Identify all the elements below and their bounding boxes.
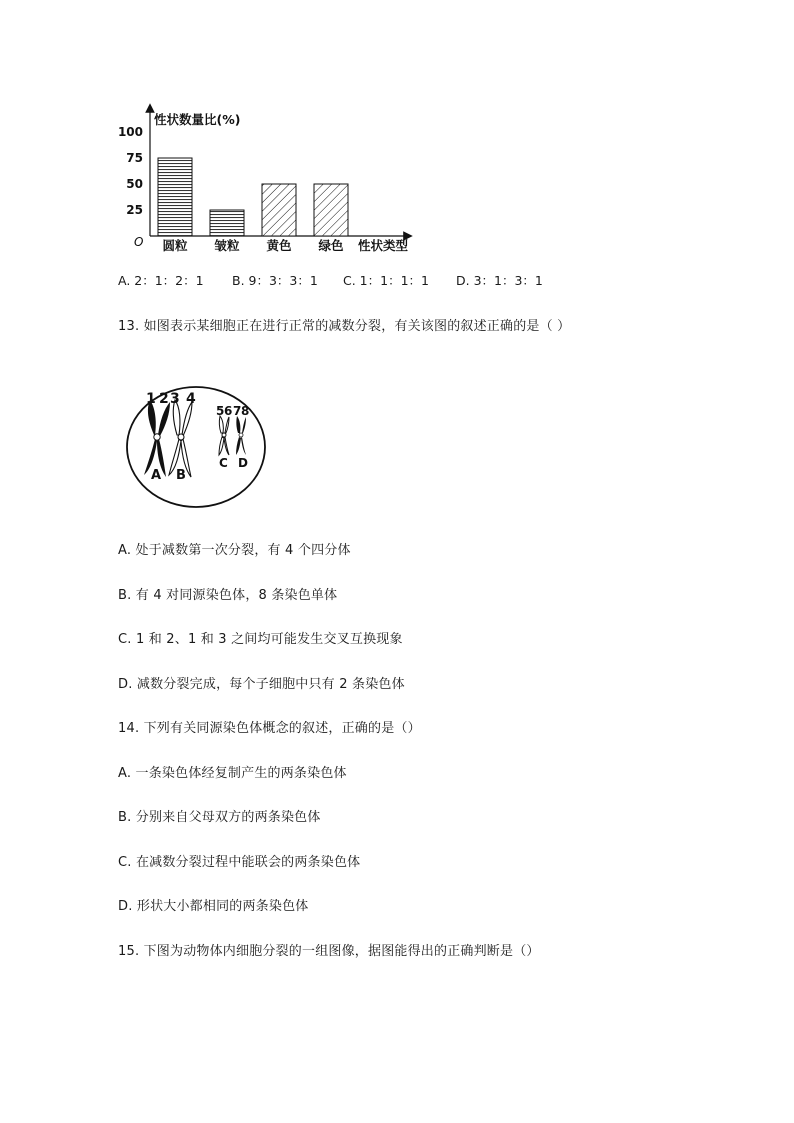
y-tick-label: 100 bbox=[117, 125, 143, 139]
label-4: 4 bbox=[186, 391, 196, 407]
label-6: 6 bbox=[224, 404, 233, 418]
x-axis-label: 性状类型 bbox=[358, 238, 409, 253]
q15-stem: 15. 下图为动物体内细胞分裂的一组图像，据图能得出的正确判断是（） bbox=[118, 944, 540, 959]
q14-option-d[interactable]: D. 形状大小都相同的两条染色体 bbox=[118, 899, 309, 914]
meiosis-cell-figure bbox=[124, 385, 270, 511]
label-2: 2 bbox=[159, 391, 169, 407]
bar-3 bbox=[262, 184, 296, 236]
y-axis-label: 性状数量比(%) bbox=[154, 112, 241, 127]
q12-option-c[interactable]: C. 1：1：1：1 bbox=[343, 273, 429, 288]
x-tick-label: 圆粒 bbox=[162, 238, 188, 253]
label-5: 5 bbox=[216, 404, 225, 418]
q14-stem: 14. 下列有关同源染色体概念的叙述，正确的是（） bbox=[118, 721, 421, 736]
q12-option-b[interactable]: B. 9：3：3：1 bbox=[232, 273, 318, 288]
label-d: D bbox=[238, 456, 248, 470]
q14-option-a[interactable]: A. 一条染色体经复制产生的两条染色体 bbox=[118, 766, 347, 781]
q13-option-d[interactable]: D. 减数分裂完成，每个子细胞中只有 2 条染色体 bbox=[118, 677, 405, 692]
q13-stem: 13. 如图表示某细胞正在进行正常的减数分裂，有关该图的叙述正确的是（ ） bbox=[118, 319, 571, 334]
label-7: 7 bbox=[233, 404, 242, 418]
label-b: B bbox=[176, 468, 186, 483]
label-a: A bbox=[151, 468, 162, 483]
q12-option-d[interactable]: D. 3：1：3：1 bbox=[456, 273, 543, 288]
q12-option-a[interactable]: A. 2：1：2：1 bbox=[118, 273, 204, 288]
q13-option-b[interactable]: B. 有 4 对同源染色体，8 条染色单体 bbox=[118, 588, 338, 603]
bar-2 bbox=[210, 210, 244, 236]
q13-option-a[interactable]: A. 处于减数第一次分裂，有 4 个四分体 bbox=[118, 543, 351, 558]
y-tick-label: 75 bbox=[126, 151, 143, 165]
x-tick-label: 绿色 bbox=[318, 238, 344, 253]
label-8: 8 bbox=[241, 404, 250, 418]
bar-1 bbox=[158, 158, 192, 236]
label-c: C bbox=[219, 456, 228, 470]
q14-option-c[interactable]: C. 在减数分裂过程中能联会的两条染色体 bbox=[118, 855, 361, 870]
origin-label: O bbox=[134, 235, 144, 249]
label-3: 3 bbox=[170, 391, 180, 407]
trait-ratio-bar-chart bbox=[110, 100, 430, 260]
q14-option-b[interactable]: B. 分别来自父母双方的两条染色体 bbox=[118, 810, 321, 825]
y-tick-label: 50 bbox=[126, 177, 143, 191]
label-1: 1 bbox=[146, 391, 156, 407]
x-tick-label: 皱粒 bbox=[214, 238, 240, 253]
bar-4 bbox=[314, 184, 348, 236]
x-tick-label: 黄色 bbox=[266, 238, 292, 253]
y-tick-label: 25 bbox=[126, 203, 143, 217]
q13-option-c[interactable]: C. 1 和 2、1 和 3 之间均可能发生交叉互换现象 bbox=[118, 632, 403, 647]
